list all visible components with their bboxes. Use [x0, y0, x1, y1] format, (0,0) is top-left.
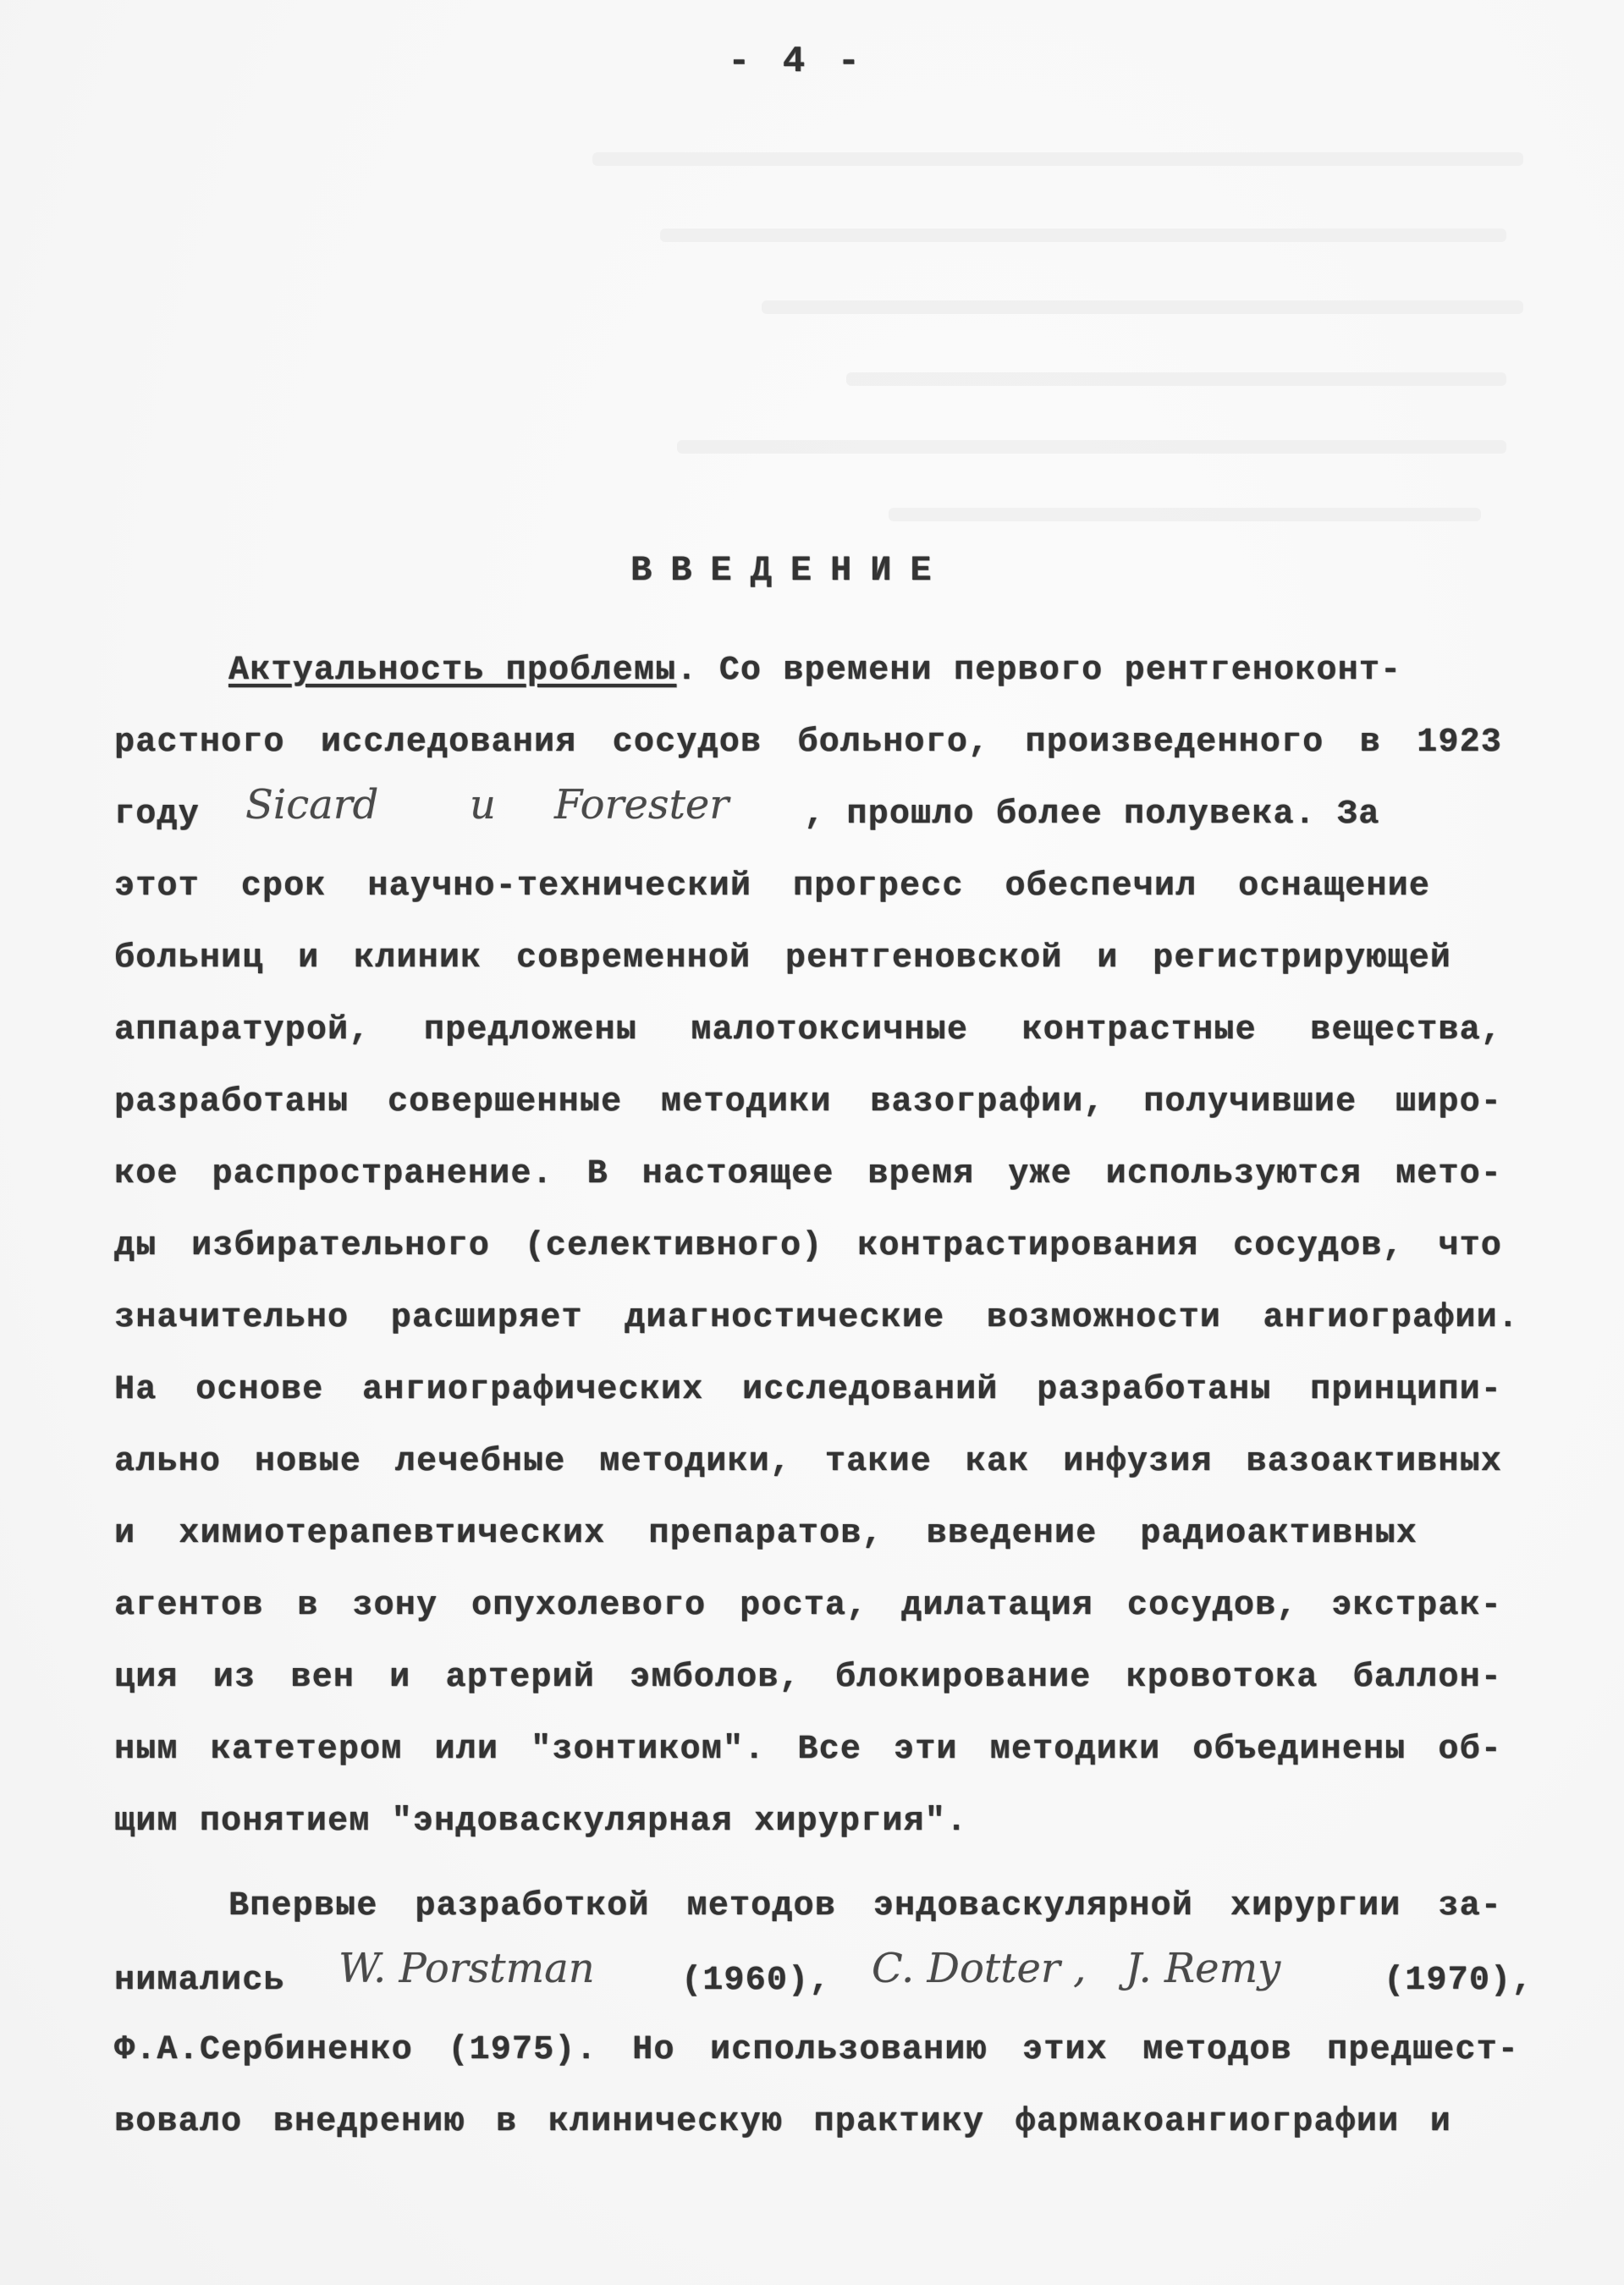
- paragraph-line: Ф.А.Сербиненко (1975). Но использованию этих методов предшест-: [114, 2031, 1519, 2069]
- paragraph-line: агентов в зону опухолевого роста, дилатация сосудов, экстрак-: [114, 1587, 1502, 1625]
- bleed-through: [846, 372, 1506, 386]
- paragraph-line-with-handwriting: [114, 774, 1502, 834]
- paragraph-line: щим понятием "эндоваскулярная хирургия".: [114, 1803, 968, 1841]
- bleed-through: [762, 300, 1523, 314]
- paragraph-line: Впервые разработкой методов эндоваскулярной хирургии за-: [228, 1887, 1502, 1925]
- section-heading: ВВЕДЕНИЕ: [630, 550, 950, 591]
- paragraph-line: ным катетером или "зонтиком". Все эти методики объединены об-: [114, 1731, 1502, 1769]
- bleed-through: [889, 508, 1481, 521]
- line-text: нимались: [114, 1962, 285, 2000]
- line-text: (1960),: [681, 1962, 831, 2000]
- handwritten-author: Sicard: [245, 781, 379, 829]
- handwritten-author: J. Remy: [1126, 1945, 1281, 1992]
- handwritten-author: C. Dotter ,: [872, 1945, 1087, 1992]
- line-text: году: [114, 796, 200, 834]
- handwritten-author: W. Porstman: [339, 1945, 595, 1992]
- bleed-through: [592, 152, 1523, 166]
- handwritten-author: Forester: [554, 781, 729, 829]
- bleed-through: [660, 228, 1506, 242]
- paragraph-line: аппаратурой, предложены малотоксичные контрастные вещества,: [114, 1011, 1502, 1049]
- page-number: - 4 -: [728, 41, 866, 83]
- paragraph-line: разработаны совершенные методики вазографии, получившие широ-: [114, 1083, 1502, 1121]
- line-text: . Со времени первого рентгеноконт-: [676, 652, 1402, 690]
- paragraph-line: [228, 652, 1401, 690]
- line-text: (1970),: [1384, 1962, 1533, 2000]
- paragraph-line: и химиотерапевтических препаратов, введение радиоактивных: [114, 1515, 1418, 1553]
- paragraph-line: растного исследования сосудов больного, произведенного в 1923: [114, 724, 1502, 762]
- paragraph-line: вовало внедрению в клиническую практику фармакоангиографии и: [114, 2103, 1451, 2141]
- paragraph-line: ция из вен и артерий эмболов, блокирование кровотока баллон-: [114, 1659, 1502, 1697]
- paragraph-line: На основе ангиографических исследований разработаны принципи-: [114, 1371, 1502, 1409]
- paragraph-line: кое распространение. В настоящее время уже используются мето-: [114, 1155, 1502, 1193]
- lead-phrase: Актуальность проблемы: [228, 652, 677, 690]
- paragraph-line: ально новые лечебные методики, такие как инфузия вазоактивных: [114, 1443, 1502, 1481]
- paragraph-line-with-handwriting: [114, 1938, 1536, 2006]
- paragraph-line: больниц и клиник современной рентгеновской и регистрирующей: [114, 939, 1451, 977]
- paragraph-line: этот срок научно-технический прогресс обеспечил оснащение: [114, 867, 1430, 906]
- bleed-through: [677, 440, 1506, 454]
- line-text: , прошло более полувека. За: [804, 796, 1380, 834]
- paragraph-line: значительно расширяет диагностические возможности ангиографии.: [114, 1299, 1519, 1337]
- handwritten-conjunction: и: [470, 781, 496, 829]
- paragraph-line: ды избирательного (селективного) контрастирования сосудов, что: [114, 1227, 1502, 1265]
